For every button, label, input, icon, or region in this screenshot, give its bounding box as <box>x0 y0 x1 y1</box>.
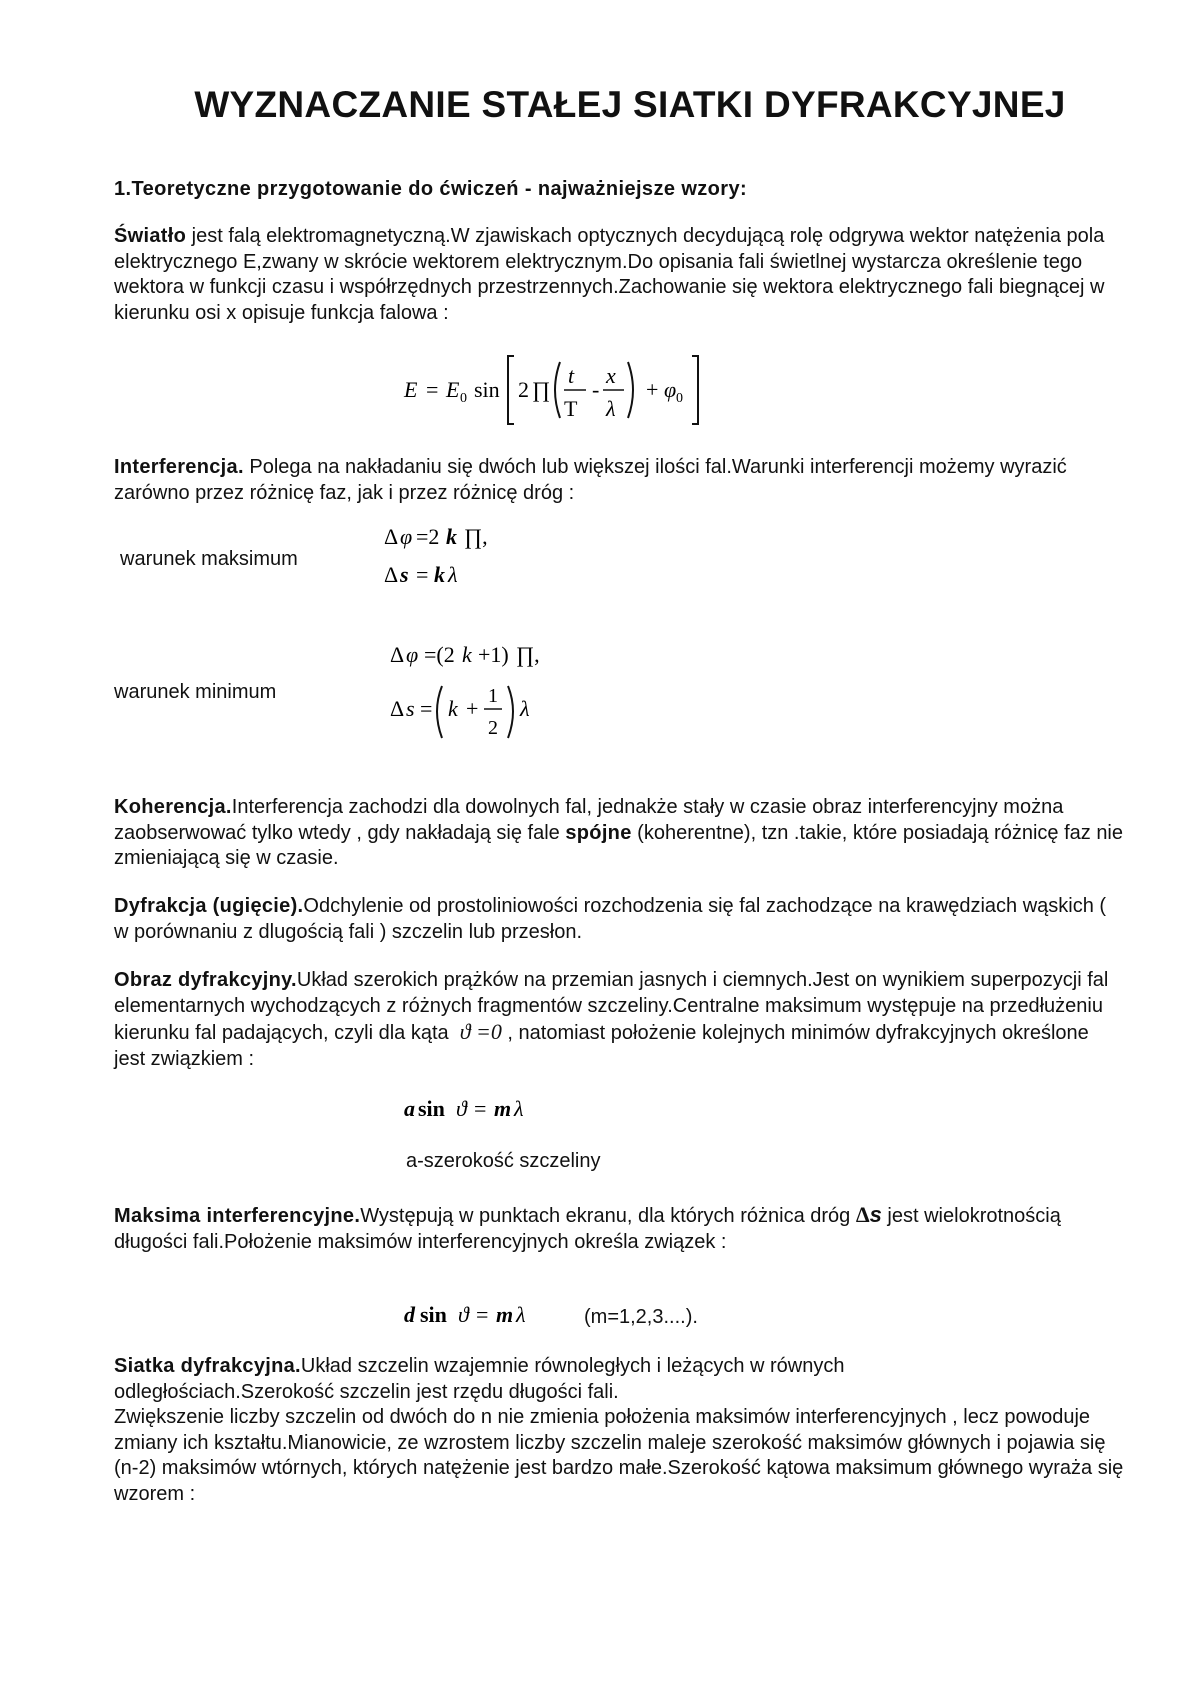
text-koherencja-2: (koherentne), tzn .takie, które posiadają różnicę faz nie zmieniającą się w czasie. <box>114 821 1124 869</box>
svg-text:1: 1 <box>488 685 498 707</box>
term-obraz: Obraz dyfrakcyjny. <box>114 969 297 991</box>
term-dyfrakcja: Dyfrakcja (ugięcie). <box>114 895 304 917</box>
svg-text:E: E <box>404 377 418 402</box>
page-title: WYZNACZANIE STAŁEJ SIATKI DYFRAKCYJNEJ <box>194 84 1066 125</box>
svg-text:k: k <box>434 562 445 587</box>
text-obraz-2: , natomiast położenie kolejnych minimów dyfrakcyjnych określone jest związkiem : <box>114 1022 1089 1070</box>
svg-text:2: 2 <box>518 377 529 402</box>
svg-text:+1): +1) <box>478 642 509 667</box>
svg-text:+: + <box>646 377 659 402</box>
svg-text:λ: λ <box>606 396 616 421</box>
paragraph-obraz <box>114 968 1124 1072</box>
text-swiatlo: jest falą elektromagnetyczną.W zjawiskach optycznych decydującą rolę odgrywa wektor natężenia pola elektrycznego E,zwany w skrócie wektorem elektrycznym.Do opisania fali świetlnej wystarcza określenie tego wektora w funkcji czasu i współrzędnych przestrzennych.Zachowanie się wektora elektrycznego fali biegnącej w kierunku osi x opisuje funkcja falowa : <box>114 225 1105 324</box>
svg-text:d: d <box>404 1302 415 1327</box>
svg-text:k: k <box>462 642 472 667</box>
svg-text:=: = <box>474 1096 487 1121</box>
svg-text:s: s <box>406 696 415 721</box>
text-dyfrakcja: Odchylenie od prostoliniowości rozchodzenia się fal zachodzące na krawędziach wąskich ( w porównaniu z dlugością fali ) szczelin lub przesłon. <box>114 895 1107 943</box>
svg-text:+: + <box>466 696 479 721</box>
paragraph-swiatlo <box>114 224 1124 326</box>
max-condition-label: warunek maksimum <box>120 548 298 570</box>
siatka-definition <box>114 1354 954 1405</box>
svg-text:ϑ: ϑ <box>456 1096 467 1121</box>
svg-text:sin: sin <box>474 377 500 402</box>
paragraph-maksima <box>114 1202 1124 1255</box>
svg-text:∏: ∏ <box>532 377 551 402</box>
svg-text:k: k <box>448 696 458 721</box>
min-condition-formula <box>386 636 566 744</box>
text-interferencja: Polega na nakładaniu się dwóch lub większej ilości fal.Warunki interferencji możemy wyrazić zarówno przez różnicę faz, jak i przez różnicę dróg : <box>114 456 1067 504</box>
text-siatka-1: Układ szczelin wzajemnie równoległych i leżących w równych odległościach.Szerokość szczelin jest rzędu długości fali. <box>114 1355 845 1403</box>
svg-text:x: x <box>606 363 616 388</box>
svg-text:-: - <box>592 377 600 402</box>
svg-text:φ: φ <box>664 377 677 402</box>
paragraph-koherencja <box>114 795 1124 872</box>
svg-text:=2: =2 <box>416 524 440 549</box>
svg-text:sin: sin <box>420 1302 447 1327</box>
svg-text:λ: λ <box>516 1302 526 1327</box>
paragraph-interferencja <box>114 455 1124 506</box>
svg-text:λ: λ <box>520 696 530 721</box>
slit-width-caption: a-szerokość szczeliny <box>406 1150 601 1172</box>
svg-text:φ: φ <box>400 524 413 549</box>
max-condition-formula <box>380 520 520 590</box>
svg-text:λ: λ <box>514 1096 524 1121</box>
paragraph-dyfrakcja <box>114 894 1124 945</box>
theta-zero-formula: ϑ =0 <box>454 1019 502 1044</box>
term-siatka: Siatka dyfrakcyjna. <box>114 1355 301 1377</box>
svg-text:t: t <box>568 363 575 388</box>
svg-text:Δ: Δ <box>384 562 399 587</box>
svg-text:=: = <box>476 1302 489 1327</box>
min-condition-label: warunek minimum <box>114 681 277 703</box>
m-values: (m=1,2,3....). <box>584 1306 698 1328</box>
svg-text:=: = <box>426 377 439 402</box>
svg-text:0: 0 <box>460 391 467 406</box>
svg-text:∏,: ∏, <box>464 524 488 549</box>
term-interferencja: Interferencja. <box>114 456 244 478</box>
svg-text:0: 0 <box>676 391 683 406</box>
svg-text:λ: λ <box>448 562 458 587</box>
text-obraz-1: Układ szerokich prążków na przemian jasnych i ciemnych.Jest on wynikiem superpozycji fal elementarnych wychodzących z różnych fragmentów szczeliny.Centralne maksimum występuje na przedłużeniu kierunku fal padających, czyli dla kąta <box>114 969 1109 1044</box>
text-maksima-2: jest wielokrotnością długości fali.Położenie maksimów interferencyjnych określa związek : <box>114 1205 1061 1253</box>
diffraction-minimum-formula <box>402 1092 562 1126</box>
svg-text:a: a <box>404 1096 415 1121</box>
grating-maximum-formula <box>402 1298 562 1332</box>
svg-text:=(2: =(2 <box>424 642 455 667</box>
term-spojne: spójne <box>565 821 632 844</box>
svg-text:2: 2 <box>488 717 498 739</box>
svg-text:Δ: Δ <box>390 696 405 721</box>
svg-text:Δ: Δ <box>390 642 405 667</box>
paragraph-siatka <box>114 1354 1124 1507</box>
svg-text:T: T <box>564 396 578 421</box>
term-koherencja: Koherencja. <box>114 796 232 818</box>
term-swiatlo: Światło <box>114 225 187 247</box>
section-heading: 1.Teoretyczne przygotowanie do ćwiczeń - najważniejsze wzory: <box>114 178 748 200</box>
wave-function-formula <box>400 352 720 428</box>
svg-text:=: = <box>416 562 429 587</box>
svg-text:∏,: ∏, <box>516 642 540 667</box>
svg-text:Δ: Δ <box>384 524 399 549</box>
text-maksima-1: Występują w punktach ekranu, dla których różnica dróg <box>360 1205 856 1227</box>
text-siatka-2: Zwiększenie liczby szczelin od dwóch do n nie zmienia położenia maksimów interferencyjnych , lecz powoduje zmiany ich kształtu.Mianowicie, ze wzrostem liczby szczelin maleje szerokość maksimów głównych i pojawia się (n-2) maksimów wtórnych, których natężenie jest bardzo małe.Szerokość kątowa maksimum głównego wyraża się wzorem : <box>114 1406 1124 1505</box>
svg-text:s: s <box>400 562 409 587</box>
text-koherencja-1: Interferencja zachodzi dla dowolnych fal, jednakże stały w czasie obraz interferencyjny można zaobserwować tylko wtedy , gdy nakładają się fale <box>114 796 1064 844</box>
svg-text:sin: sin <box>418 1096 445 1121</box>
delta-s-symbol: Δs <box>855 1202 882 1227</box>
svg-text:E: E <box>446 377 460 402</box>
svg-text:m: m <box>496 1302 514 1327</box>
svg-text:k: k <box>446 524 457 549</box>
svg-text:m: m <box>494 1096 512 1121</box>
svg-text:=: = <box>420 696 433 721</box>
svg-text:ϑ: ϑ <box>458 1302 469 1327</box>
term-maksima: Maksima interferencyjne. <box>114 1205 361 1227</box>
svg-text:φ: φ <box>406 642 419 667</box>
